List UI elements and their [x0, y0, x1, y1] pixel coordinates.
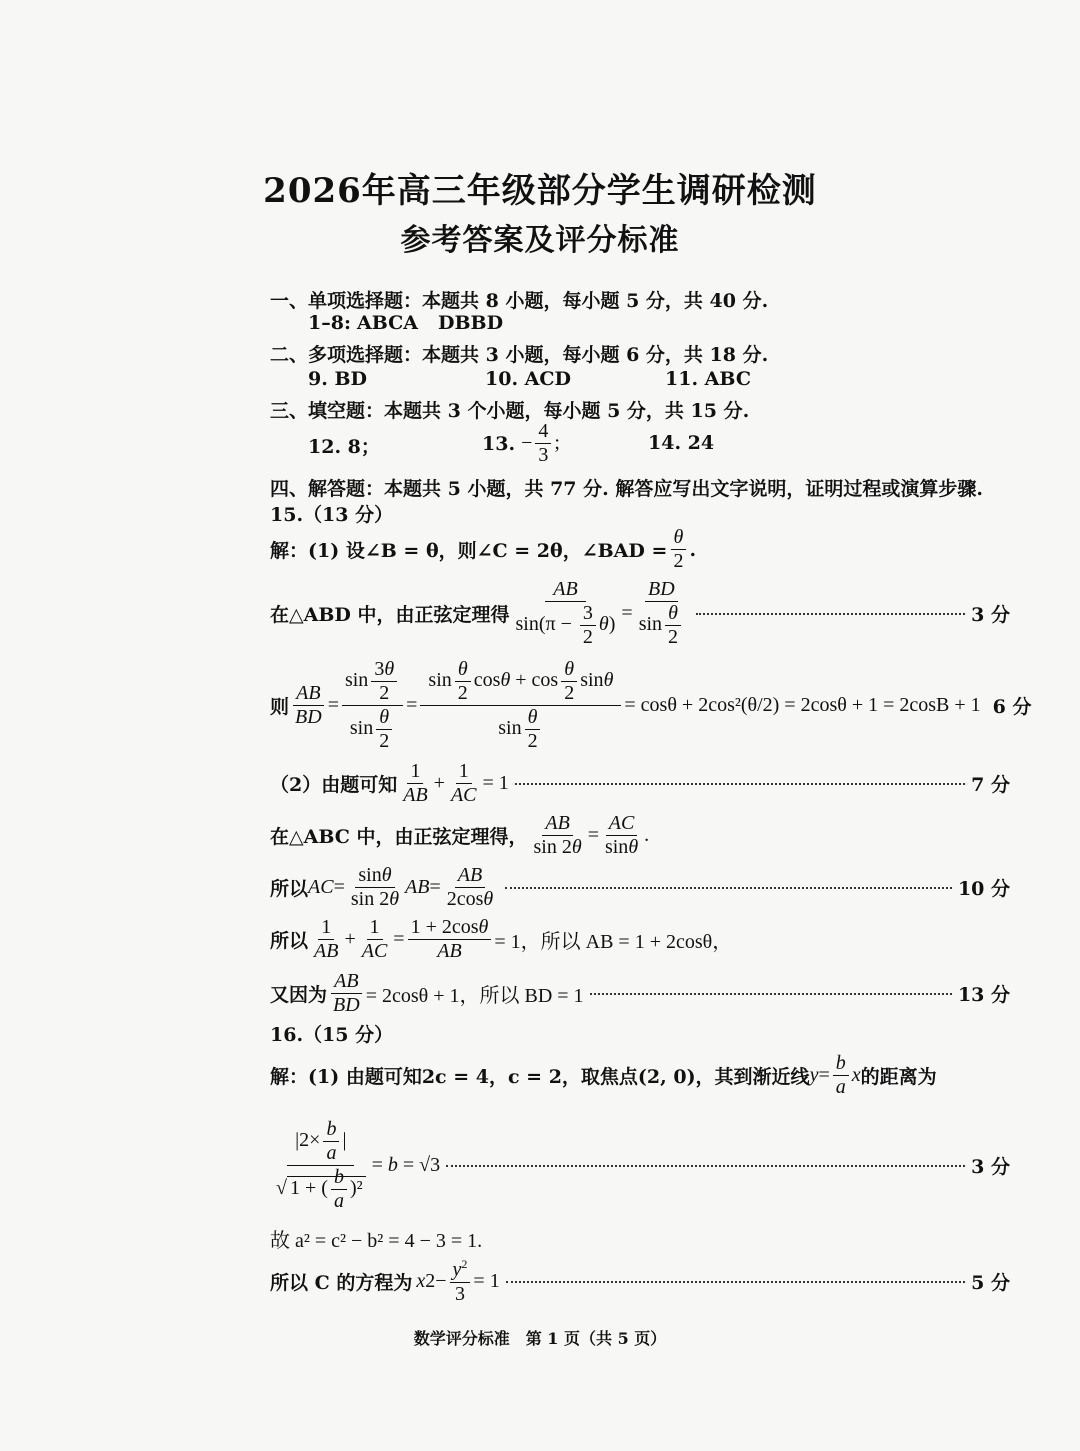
dot-leader: [696, 613, 965, 615]
problem-16-header: 16.（15 分）: [270, 1024, 394, 1046]
q13-answer: 13. − $\frac{4}{3}$ ;: [482, 420, 560, 466]
dot-leader: [505, 887, 952, 889]
q1-4-answers: ABCA: [357, 312, 419, 334]
q11-answer: 11. ABC: [665, 368, 751, 390]
p15-line-4: （2）由题可知 $\frac{1}{AB}$ + $\frac{1}{AC}$ = 1 7 分: [270, 760, 1010, 806]
p15-line-1: 解：(1) 设∠B = θ，则∠C = 2θ，∠BAD = $\frac{\theta}{2}$ .: [270, 526, 697, 572]
q10-answer: 10. ACD: [485, 368, 572, 390]
p16-line-2: |2× $\frac{b}{a}$ | √ 1 + ( $\frac{b}{a}$ )² = b = √3 3 分: [276, 1118, 1010, 1212]
dot-leader: [590, 993, 952, 995]
score-mark: 3 分: [971, 604, 1010, 626]
q9-answer: 9. BD: [308, 368, 367, 390]
dot-leader: [446, 1165, 965, 1167]
p15-line-5: 在△ABC 中，由正弦定理得， $\frac{AB}{\sin 2\theta}$ = $\frac{AC}{\sin\theta}$ .: [270, 812, 650, 858]
p15-line-6: 所以 AC = $\frac{\sin\theta}{\sin 2\theta}$ AB = $\frac{AB}{2\cos\theta}$ 10 分: [270, 864, 1010, 910]
section-4-header: 四、解答题：本题共 5 小题，共 77 分. 解答应写出文字说明，证明过程或演算步骤.: [270, 478, 983, 500]
p15-line-8: 又因为 $\frac{AB}{BD}$ = 2cosθ + 1，所以 BD = 1 13 分: [270, 970, 1010, 1016]
p16-line-3: 故 a² = c² − b² = 4 − 3 = 1.: [270, 1230, 483, 1252]
dot-leader: [506, 1281, 965, 1283]
dot-leader: [515, 783, 965, 785]
q1-8-label: 1–8:: [308, 312, 351, 334]
p16-line-1: 解：(1) 由题可知2c = 4，c = 2，取焦点(2, 0)，其到渐近线 y = $\frac{b}{a}$ x 的距离为: [270, 1052, 937, 1098]
page-footer: 数学评分标准 第 1 页（共 5 页）: [413, 1329, 667, 1348]
problem-15-header: 15.（13 分）: [270, 504, 394, 526]
page-title: 2026年高三年级部分学生调研检测: [263, 171, 817, 211]
q12-answer: 12. 8；: [308, 436, 380, 458]
page-subtitle: 参考答案及评分标准: [400, 223, 680, 258]
p15-line-2: 在△ABD 中，由正弦定理得 AB sin(π − $\frac{3}{2}$ θ) = BD sin $\frac{\theta}{2}$ 3 分: [270, 578, 1010, 648]
p16-line-4: 所以 C 的方程为 x 2 − $\frac{y^2}{3}$ = 1 5 分: [270, 1257, 1010, 1305]
q14-answer: 14. 24: [648, 432, 715, 454]
section-3-header: 三、填空题：本题共 3 个小题，每小题 5 分，共 15 分.: [270, 400, 750, 422]
p15-line-3: 则 $\frac{AB}{BD}$ = sin $\frac{3\theta}{2}$ sin $\frac{\theta}{2}$ = sin $\frac{\theta}{2}$ cosθ + cos $\frac{\theta}{2}$ sinθ sin $\frac{\theta}{2}$ = cosθ + 2cos²(θ/2) = 2cosθ + 1 = 2cosB + 1 6 分: [270, 658, 1032, 752]
p15-line-7: 所以 $\frac{1}{AB}$ + $\frac{1}{AC}$ = $\frac{1 + 2\cos\theta}{AB}$ = 1，所以 AB = 1 + 2cosθ，: [270, 916, 733, 962]
section-2-header: 二、多项选择题：本题共 3 小题，每小题 6 分，共 18 分.: [270, 344, 769, 366]
section-1-header: 一、单项选择题：本题共 8 小题，每小题 5 分，共 40 分.: [270, 290, 769, 312]
q5-8-answers: DBBD: [438, 312, 504, 334]
